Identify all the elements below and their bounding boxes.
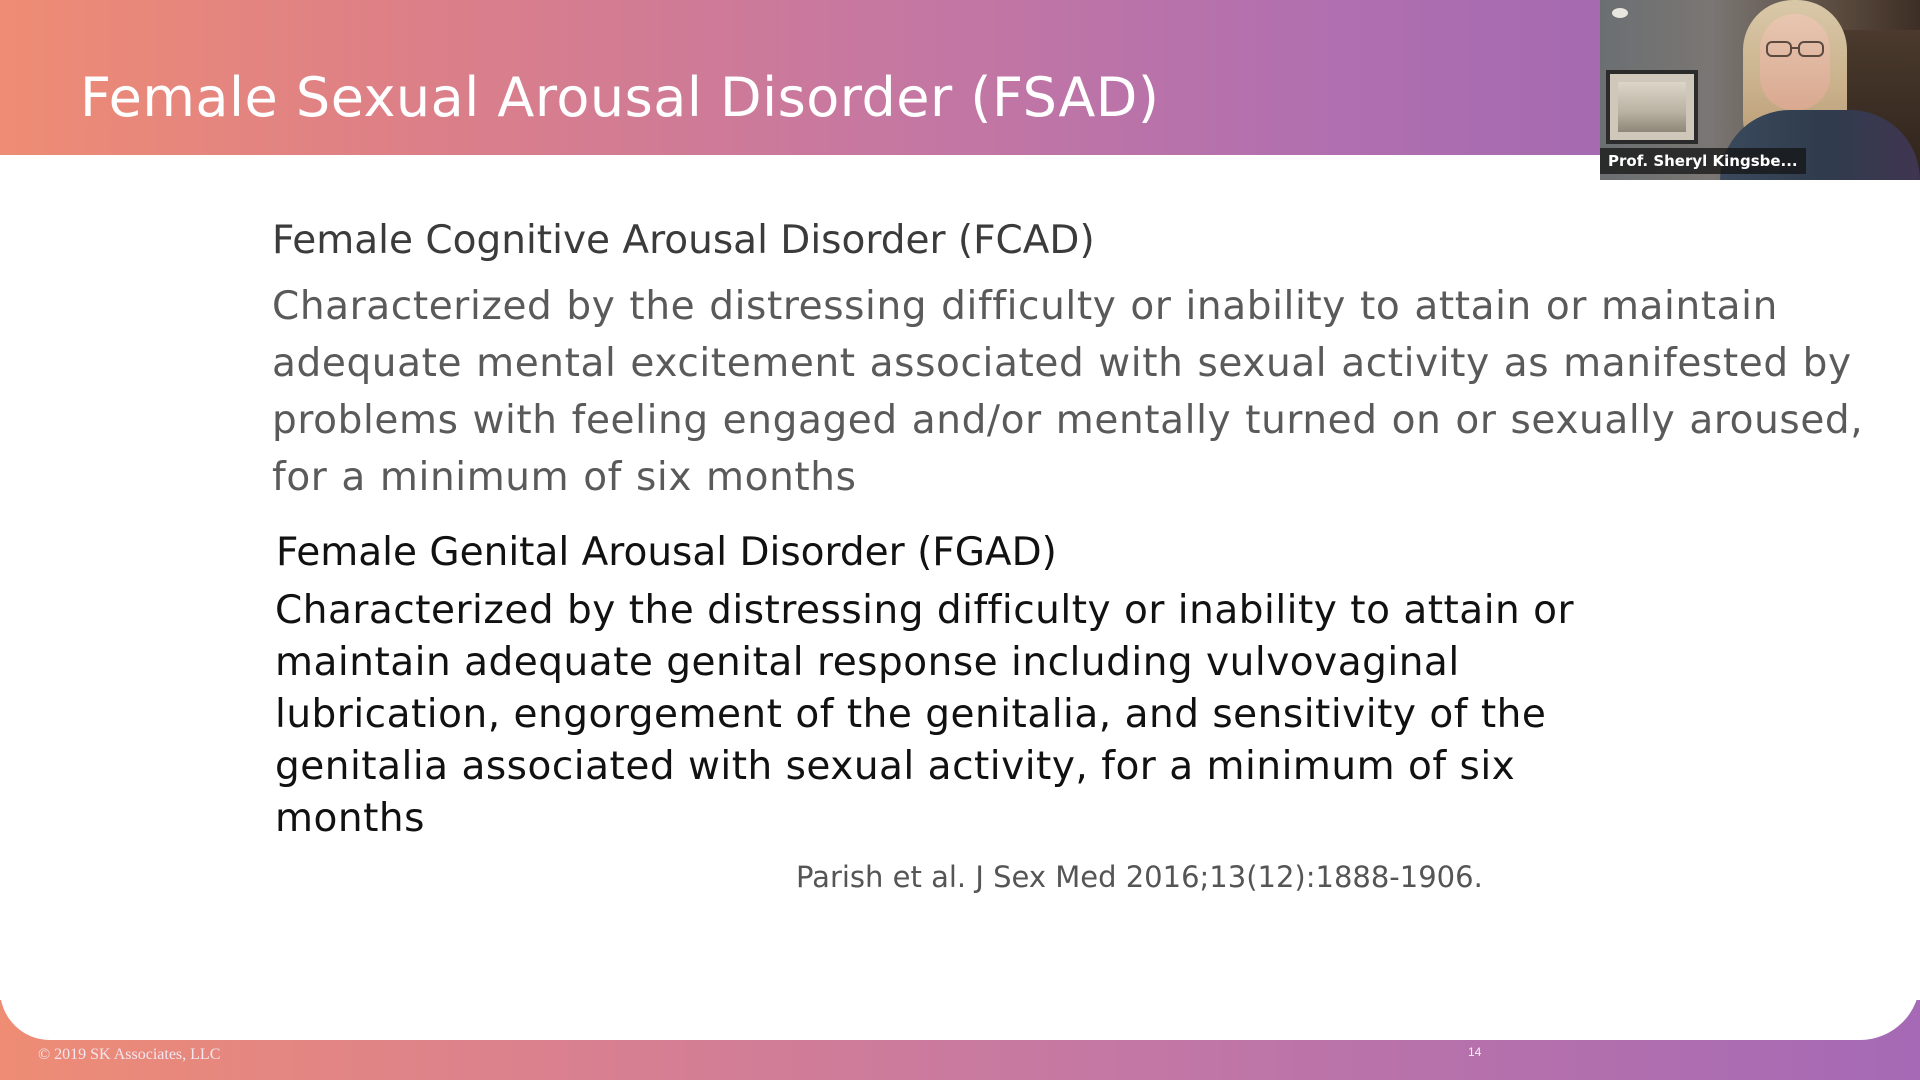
fgad-line: genitalia associated with sexual activity, for a minimum of six — [275, 744, 1516, 789]
participant-video-tile[interactable] — [1600, 0, 1920, 180]
citation: Parish et al. J Sex Med 2016;13(12):1888-1906. — [796, 860, 1483, 894]
fcad-heading: Female Cognitive Arousal Disorder (FCAD) — [272, 218, 1095, 263]
fgad-definition — [275, 585, 1575, 845]
glasses-icon — [1763, 40, 1827, 58]
fgad-heading: Female Genital Arousal Disorder (FGAD) — [276, 530, 1057, 575]
fcad-definition — [272, 278, 1864, 506]
participant-name-label: Prof. Sheryl Kingsbe... — [1600, 148, 1806, 174]
fgad-line: Characterized by the distressing difficulty or inability to attain or — [275, 588, 1575, 633]
slide-title: Female Sexual Arousal Disorder (FSAD) — [80, 66, 1160, 129]
participant-face — [1760, 14, 1830, 110]
ceiling-light — [1612, 8, 1628, 18]
fcad-line: problems with feeling engaged and/or mentally turned on or sexually aroused, — [272, 398, 1864, 443]
wall-picture — [1606, 70, 1698, 144]
fgad-line: months — [275, 796, 425, 841]
fgad-line: lubrication, engorgement of the genitalia, and sensitivity of the — [275, 692, 1547, 737]
fcad-line: Characterized by the distressing difficulty or inability to attain or maintain — [272, 284, 1778, 329]
page-number: 14 — [1468, 1045, 1482, 1059]
fcad-line: for a minimum of six months — [272, 455, 857, 500]
fcad-line: adequate mental excitement associated with sexual activity as manifested by — [272, 341, 1852, 386]
fgad-line: maintain adequate genital response including vulvovaginal — [275, 640, 1460, 685]
footer-copyright: © 2019 SK Associates, LLC — [38, 1046, 221, 1063]
